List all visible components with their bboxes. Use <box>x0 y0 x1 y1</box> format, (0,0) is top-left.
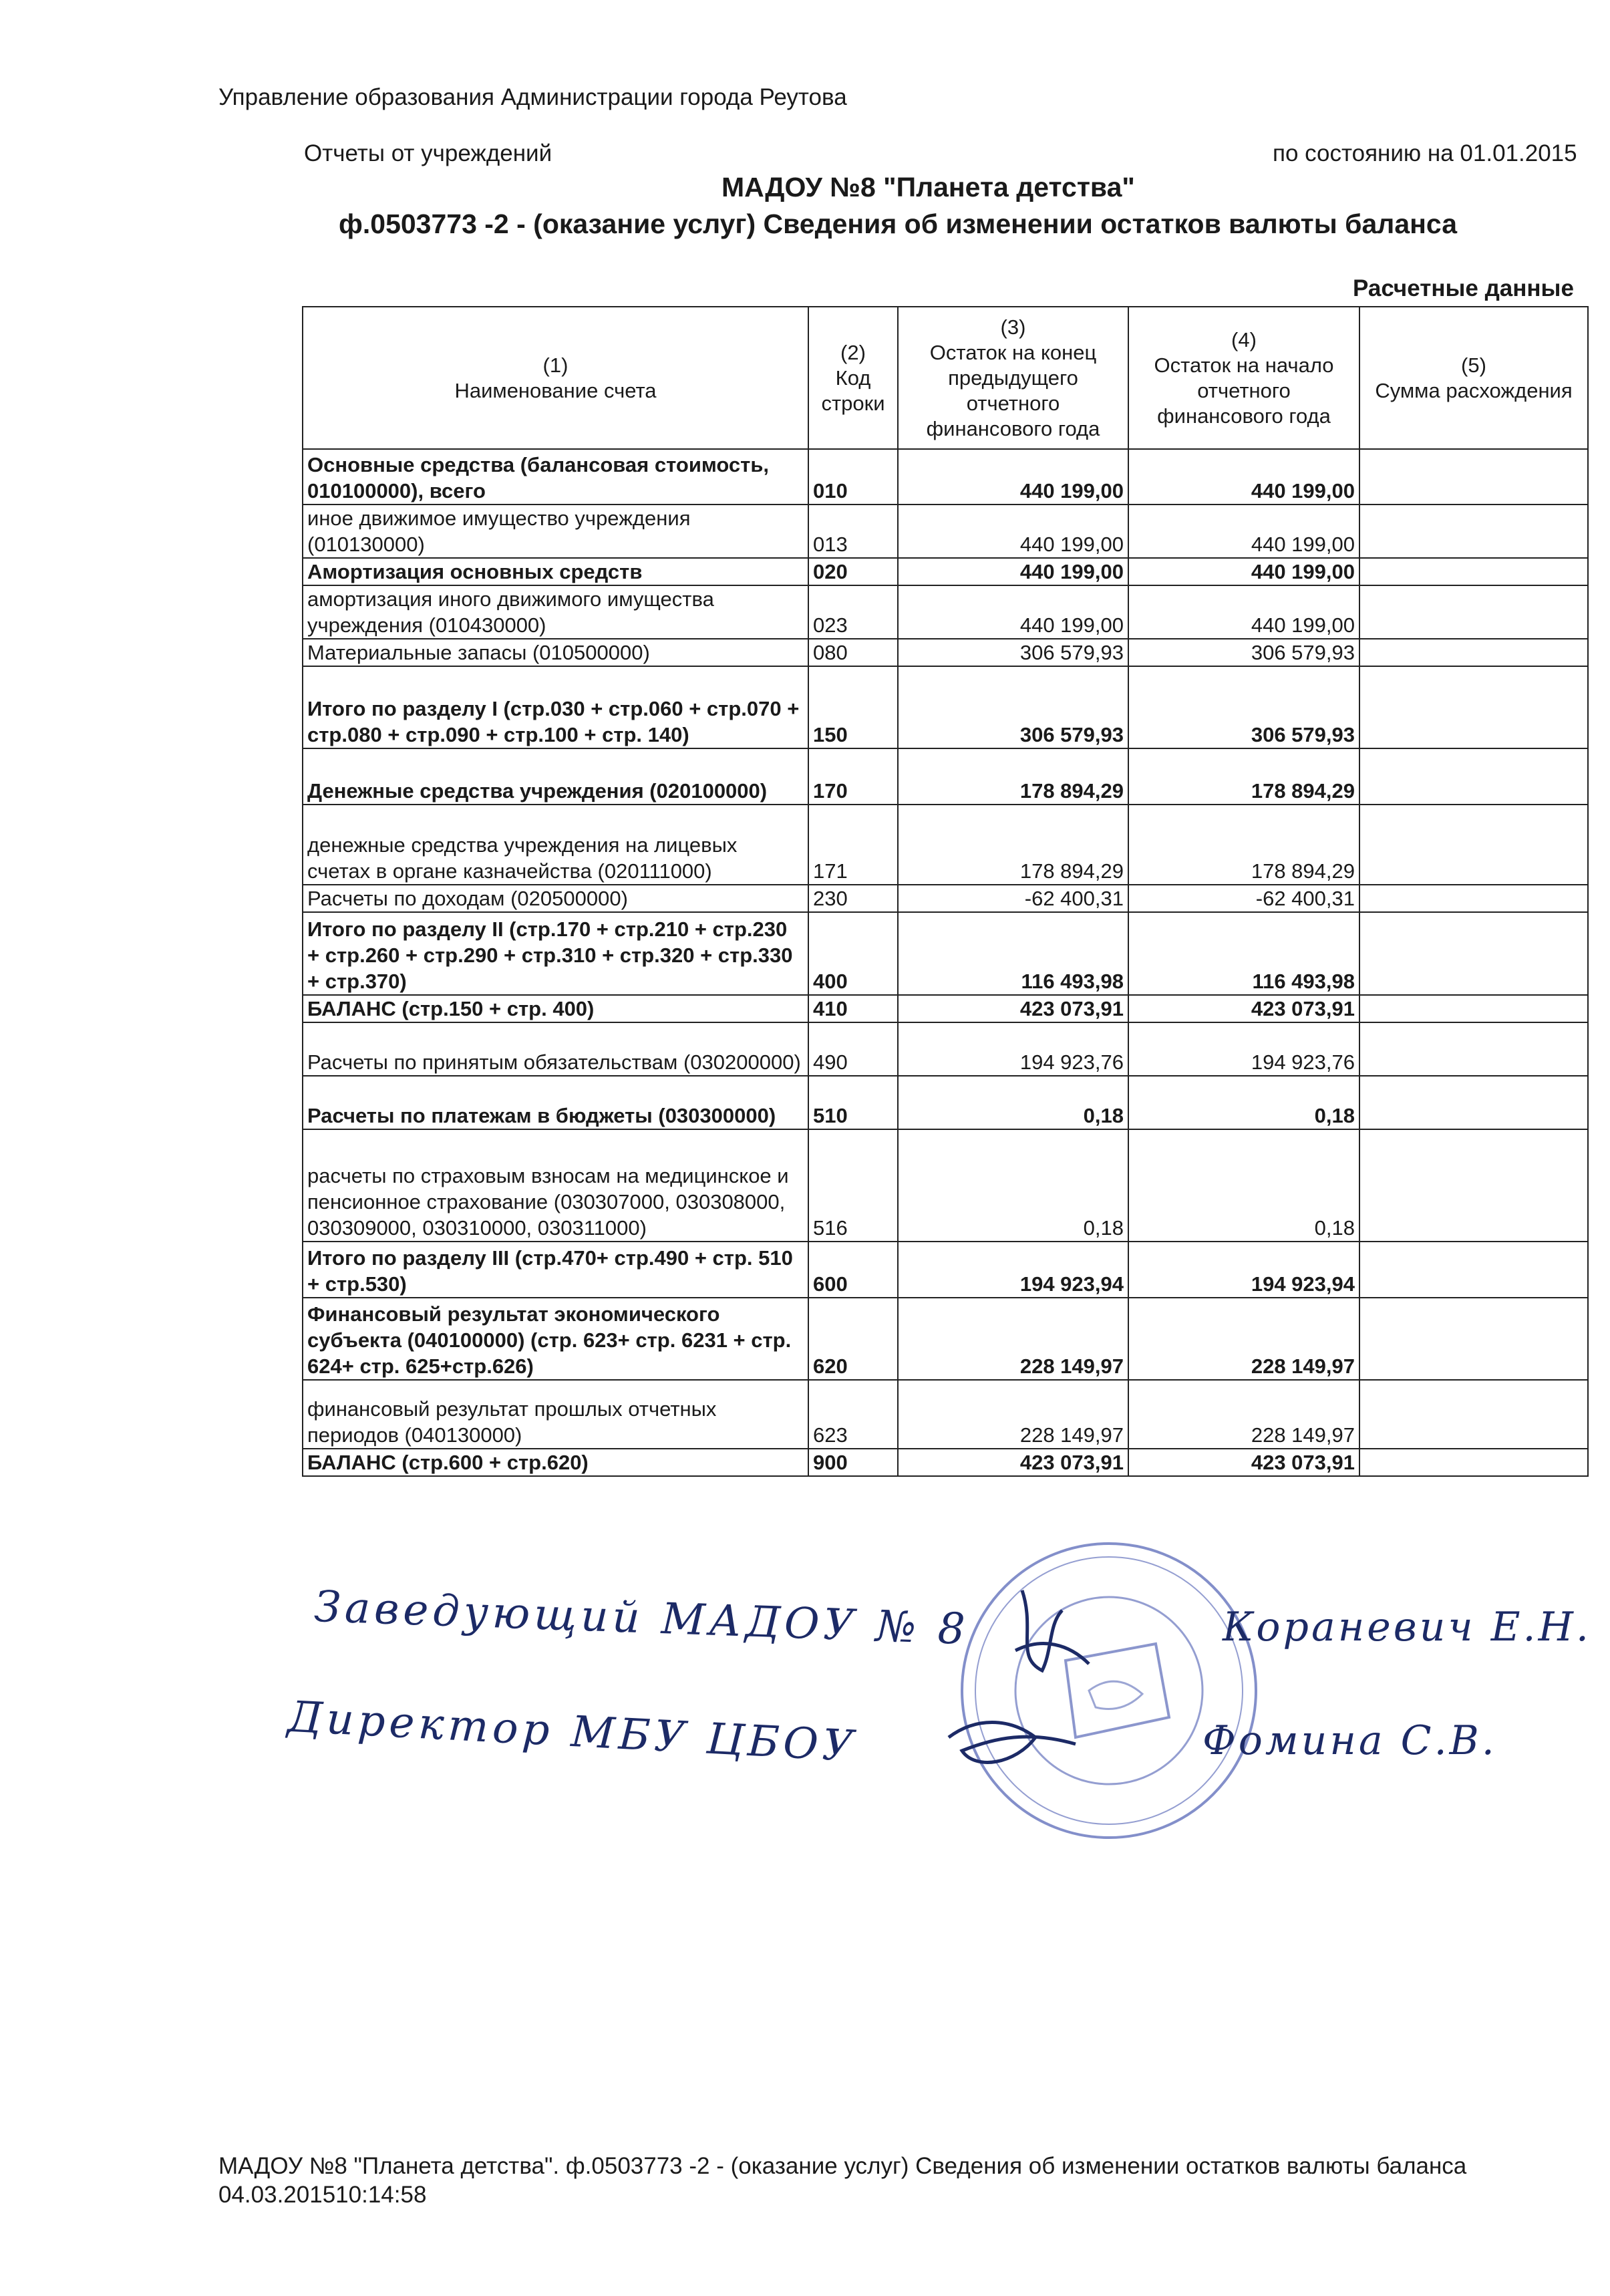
cell-code: 620 <box>808 1298 898 1380</box>
cell-code: 150 <box>808 666 898 748</box>
cell-code: 410 <box>808 995 898 1022</box>
table-row <box>303 639 1588 666</box>
cell-diff <box>1359 1076 1588 1129</box>
cell-end-prev: 306 579,93 <box>898 639 1128 666</box>
cell-start-curr: 178 894,29 <box>1128 805 1359 885</box>
cell-start-curr: 194 923,76 <box>1128 1022 1359 1076</box>
cell-start-curr: 306 579,93 <box>1128 639 1359 666</box>
cell-diff <box>1359 585 1588 639</box>
footer-title: МАДОУ №8 "Планета детства". ф.0503773 -2 - (оказание услуг) Сведения об изменении остатков валюты баланса <box>218 2153 1467 2179</box>
cell-end-prev: 178 894,29 <box>898 805 1128 885</box>
cell-end-prev: 440 199,00 <box>898 558 1128 585</box>
table-row <box>303 995 1588 1022</box>
cell-name: расчеты по страховым взносам на медицинское и пенсионное страхование (030307000, 030308000, 030309000, 030310000, 030311000) <box>303 1129 808 1242</box>
cell-name: Расчеты по платежам в бюджеты (030300000) <box>303 1076 808 1129</box>
table-row <box>303 912 1588 995</box>
cell-diff <box>1359 995 1588 1022</box>
cell-code: 170 <box>808 748 898 805</box>
cell-diff <box>1359 805 1588 885</box>
table-row <box>303 748 1588 805</box>
cell-diff <box>1359 1242 1588 1298</box>
cell-start-curr: 423 073,91 <box>1128 1449 1359 1476</box>
cell-end-prev: 440 199,00 <box>898 585 1128 639</box>
cell-name: амортизация иного движимого имущества учреждения (010430000) <box>303 585 808 639</box>
cell-start-curr: 440 199,00 <box>1128 449 1359 505</box>
cell-start-curr: 423 073,91 <box>1128 995 1359 1022</box>
table-row <box>303 885 1588 912</box>
cell-name: Финансовый результат экономического субъекта (040100000) (стр. 623+ стр. 6231 + стр. 624+ стр. 625+стр.626) <box>303 1298 808 1380</box>
cell-code: 490 <box>808 1022 898 1076</box>
column-header-account-name: (1) Наименование счета <box>303 307 808 449</box>
cell-diff <box>1359 1380 1588 1449</box>
signature-name-1: Кораневич Е.Н. <box>1223 1604 1591 1651</box>
table-row <box>303 1380 1588 1449</box>
cell-diff <box>1359 505 1588 558</box>
footer-timestamp: 04.03.201510:14:58 <box>218 2182 427 2208</box>
reports-from-label: Отчеты от учреждений <box>304 140 552 166</box>
cell-name: Денежные средства учреждения (020100000) <box>303 748 808 805</box>
cell-end-prev: 440 199,00 <box>898 449 1128 505</box>
table-row <box>303 805 1588 885</box>
cell-code: 900 <box>808 1449 898 1476</box>
cell-name: иное движимое имущество учреждения (010130000) <box>303 505 808 558</box>
cell-name: Материальные запасы (010500000) <box>303 639 808 666</box>
cell-start-curr: 0,18 <box>1128 1129 1359 1242</box>
organization-name: Управление образования Администрации города Реутова <box>218 84 847 110</box>
cell-diff <box>1359 885 1588 912</box>
cell-end-prev: 228 149,97 <box>898 1380 1128 1449</box>
cell-name: денежные средства учреждения на лицевых счетах в органе казначейства (020111000) <box>303 805 808 885</box>
column-header-start-curr-year: (4) Остаток на начало отчетного финансового года <box>1128 307 1359 449</box>
as-of-date: по состоянию на 01.01.2015 <box>1273 140 1577 166</box>
cell-name: Расчеты по принятым обязательствам (030200000) <box>303 1022 808 1076</box>
table-row <box>303 1129 1588 1242</box>
table-row <box>303 1076 1588 1129</box>
cell-code: 510 <box>808 1076 898 1129</box>
cell-diff <box>1359 449 1588 505</box>
signature-role-2: Директор МБУ ЦБОУ <box>286 1692 858 1772</box>
table-row <box>303 1242 1588 1298</box>
cell-diff <box>1359 1129 1588 1242</box>
cell-code: 400 <box>808 912 898 995</box>
cell-code: 010 <box>808 449 898 505</box>
cell-code: 600 <box>808 1242 898 1298</box>
table-row <box>303 558 1588 585</box>
cell-start-curr: 194 923,94 <box>1128 1242 1359 1298</box>
cell-name: Итого по разделу II (стр.170 + стр.210 + стр.230 + стр.260 + стр.290 + стр.310 + стр.320 + стр.330 + стр.370) <box>303 912 808 995</box>
cell-name: Основные средства (балансовая стоимость, 010100000), всего <box>303 449 808 505</box>
cell-start-curr: 228 149,97 <box>1128 1380 1359 1449</box>
cell-name: Амортизация основных средств <box>303 558 808 585</box>
cell-diff <box>1359 558 1588 585</box>
cell-diff <box>1359 1022 1588 1076</box>
cell-end-prev: 116 493,98 <box>898 912 1128 995</box>
cell-end-prev: 194 923,76 <box>898 1022 1128 1076</box>
cell-end-prev: 0,18 <box>898 1076 1128 1129</box>
cell-start-curr: 178 894,29 <box>1128 748 1359 805</box>
signature-scrawl-1 <box>1015 1590 1089 1671</box>
signature-scrawl-2 <box>949 1723 1076 1763</box>
cell-code: 623 <box>808 1380 898 1449</box>
signature-name-2: Фомина С.В. <box>1202 1717 1497 1764</box>
cell-end-prev: 440 199,00 <box>898 505 1128 558</box>
cell-start-curr: 116 493,98 <box>1128 912 1359 995</box>
cell-diff <box>1359 748 1588 805</box>
cell-diff <box>1359 1298 1588 1380</box>
cell-name: Итого по разделу III (стр.470+ стр.490 + стр. 510 + стр.530) <box>303 1242 808 1298</box>
handwritten-signatures <box>935 1570 1216 1798</box>
cell-start-curr: 440 199,00 <box>1128 558 1359 585</box>
cell-name: Расчеты по доходам (020500000) <box>303 885 808 912</box>
cell-code: 516 <box>808 1129 898 1242</box>
column-header-discrepancy: (5) Сумма расхождения <box>1359 307 1588 449</box>
cell-code: 171 <box>808 805 898 885</box>
table-row <box>303 666 1588 748</box>
table-row <box>303 505 1588 558</box>
column-header-line-code: (2) Код строки <box>808 307 898 449</box>
cell-code: 023 <box>808 585 898 639</box>
signature-role-1: Заведующий МАДОУ № 8 <box>313 1582 970 1655</box>
cell-start-curr: 306 579,93 <box>1128 666 1359 748</box>
cell-diff <box>1359 639 1588 666</box>
table-row <box>303 1298 1588 1380</box>
table-row <box>303 585 1588 639</box>
calculated-data-label: Расчетные данные <box>1353 275 1574 301</box>
table-header-row <box>303 307 1588 449</box>
table-row <box>303 1449 1588 1476</box>
form-title: ф.0503773 -2 - (оказание услуг) Сведения об изменении остатков валюты баланса <box>339 208 1457 239</box>
cell-start-curr: 440 199,00 <box>1128 585 1359 639</box>
cell-end-prev: 423 073,91 <box>898 995 1128 1022</box>
cell-start-curr: 440 199,00 <box>1128 505 1359 558</box>
cell-diff <box>1359 1449 1588 1476</box>
table-row <box>303 1022 1588 1076</box>
cell-end-prev: 306 579,93 <box>898 666 1128 748</box>
cell-end-prev: 0,18 <box>898 1129 1128 1242</box>
cell-name: БАЛАНС (стр.600 + стр.620) <box>303 1449 808 1476</box>
cell-end-prev: 423 073,91 <box>898 1449 1128 1476</box>
table-body <box>303 449 1588 1476</box>
cell-end-prev: 178 894,29 <box>898 748 1128 805</box>
cell-end-prev: 194 923,94 <box>898 1242 1128 1298</box>
cell-diff <box>1359 912 1588 995</box>
cell-code: 020 <box>808 558 898 585</box>
cell-start-curr: -62 400,31 <box>1128 885 1359 912</box>
table-row <box>303 449 1588 505</box>
cell-name: Итого по разделу I (стр.030 + стр.060 + стр.070 + стр.080 + стр.090 + стр.100 + стр. 140) <box>303 666 808 748</box>
cell-code: 080 <box>808 639 898 666</box>
cell-start-curr: 228 149,97 <box>1128 1298 1359 1380</box>
cell-code: 013 <box>808 505 898 558</box>
cell-name: БАЛАНС (стр.150 + стр. 400) <box>303 995 808 1022</box>
institution-title: МАДОУ №8 "Планета детства" <box>721 172 1135 202</box>
cell-diff <box>1359 666 1588 748</box>
cell-end-prev: -62 400,31 <box>898 885 1128 912</box>
column-header-end-prev-year: (3) Остаток на конец предыдущего отчетного финансового года <box>898 307 1128 449</box>
balance-table <box>302 306 1589 1477</box>
cell-start-curr: 0,18 <box>1128 1076 1359 1129</box>
cell-code: 230 <box>808 885 898 912</box>
cell-end-prev: 228 149,97 <box>898 1298 1128 1380</box>
cell-name: финансовый результат прошлых отчетных периодов (040130000) <box>303 1380 808 1449</box>
